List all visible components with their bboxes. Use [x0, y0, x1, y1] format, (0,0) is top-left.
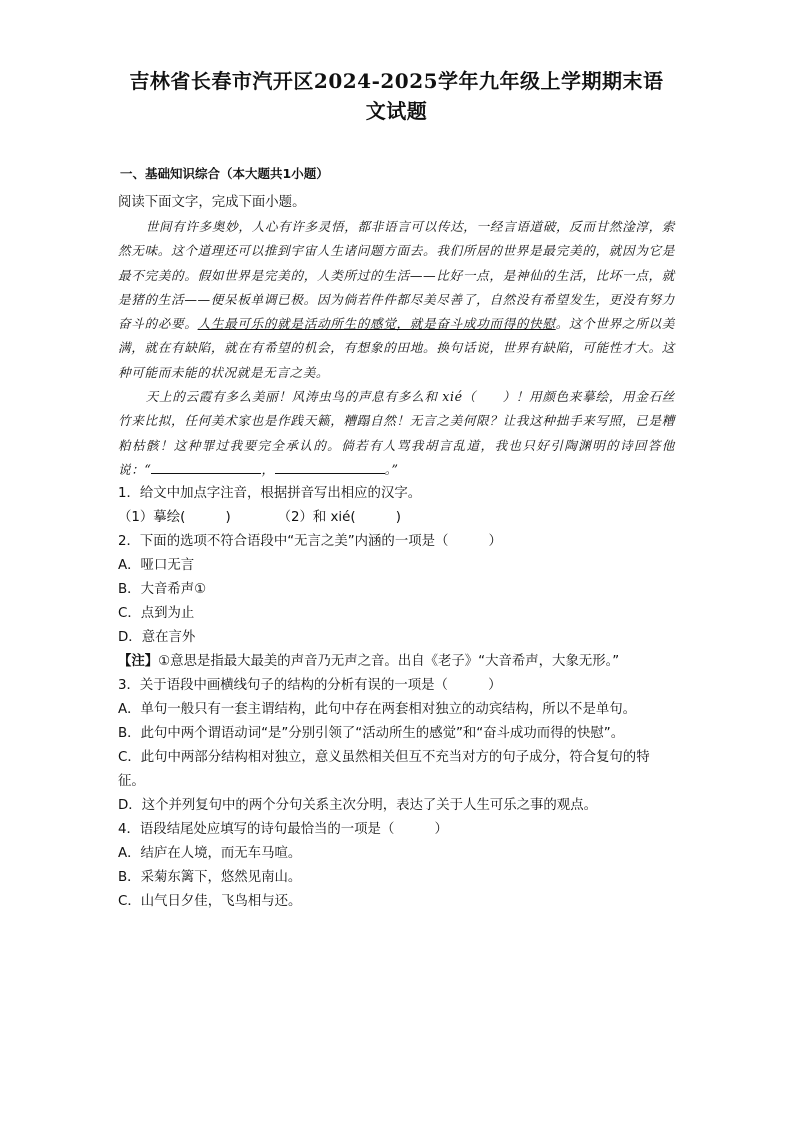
- question-1-parts: （1）摹绘( ) （2）和 xié( ): [118, 510, 402, 526]
- question-2-option-c: C．点到为止: [118, 606, 195, 622]
- question-4-option-a: A．结庐在人境，而无车马喧。: [118, 846, 302, 862]
- footnote-text: ①意思是指最大最美的声音乃无声之音。出自《老子》“大音希声，大象无形。”: [158, 654, 620, 670]
- question-3-option-c: C．此句中两部分结构相对独立，意义虽然相关但互不充当对方的句子成分，符合复句的特征。: [118, 750, 650, 790]
- question-3-option-a: A．单句一般只有一套主谓结构，此句中存在两套相对独立的动宾结构，所以不是单句。: [118, 702, 637, 718]
- fill-blank-2: [275, 459, 385, 474]
- question-4: 4．语段结尾处应填写的诗句最恰当的一项是（ ）: [118, 822, 448, 838]
- question-3-option-d: D．这个并列复句中的两个分句关系主次分明，表达了关于人生可乐之事的观点。: [118, 798, 597, 814]
- passage-paragraph-2: [118, 385, 675, 482]
- passage-p1-text-b: 。这个世界之所以美满，就在有缺陷，就在有希望的机会，有想象的田地。换句话说，世界有缺陷，可能性才大。这种可能而未能的状况就是无言之美。: [118, 316, 676, 380]
- question-4-option-c: C．山气日夕佳，飞鸟相与还。: [118, 894, 302, 910]
- title-line-1: 吉林省长春市汽开区2024-2025学年九年级上学期期末语: [129, 69, 664, 93]
- footnote-label: 【注】: [118, 654, 159, 670]
- question-2: 2．下面的选项不符合语段中“无言之美”内涵的一项是（ ）: [118, 534, 502, 550]
- question-2-option-b: B．大音希声①: [118, 582, 207, 598]
- title-line-2: 文试题: [365, 99, 428, 123]
- question-4-option-b: B．采菊东篱下，悠然见南山。: [118, 870, 302, 886]
- question-block-4: [118, 818, 675, 914]
- page-title: [118, 66, 675, 126]
- question-block-3: [118, 674, 675, 818]
- question-1: 1．给文中加点字注音，根据拼音写出相应的汉字。: [118, 486, 422, 502]
- passage-paragraph-1: [118, 215, 675, 385]
- question-3: 3．关于语段中画横线句子的结构的分析有误的一项是（ ）: [118, 678, 502, 694]
- underlined-sentence: 人生最可乐的就是活动所生的感觉，就是奋斗成功而得的快慰: [197, 316, 556, 332]
- reading-instruction: 阅读下面文字，完成下面小题。: [118, 195, 306, 210]
- passage-p2-end: 。”: [384, 461, 399, 477]
- footnote: [118, 650, 675, 674]
- passage-p2-text-a: 天上的云霞有多么美丽！风涛虫鸟的声息有多么和 xié（ ）！用颜色来摹绘，用金石丝竹来比拟，任何美术家也是作践天籁，糟蹋自然！无言之美何限？让我这种拙手来写照，已是糟粕枯骸！这种罪过我要完全承认的。倘若有人骂我胡言乱道，我也只好引陶渊明的诗回答他说：“: [118, 389, 675, 477]
- question-2-option-d: D．意在言外: [118, 630, 196, 646]
- section-heading: 一、基础知识综合（本大题共1小题）: [120, 166, 329, 181]
- passage-p2-mid: ，: [261, 461, 275, 477]
- passage-p1-text-a: 世间有许多奥妙，人心有许多灵悟，都非语言可以传达，一经言语道破，反而甘然淦淳，索然无味。这个道理还可以推到宇宙人生诸问题方面去。我们所居的世界是最完美的，就因为它是最不完美的。假如世界是完美的，人类所过的生活——比好一点，是神仙的生活，比坏一点，就是猪的生活——便呆板单调已极。因为倘若件件都尽美尽善了，自然没有希望发生，更没有努力奋斗的必要。: [118, 219, 675, 332]
- fill-blank-1: [151, 459, 261, 474]
- question-3-option-b: B．此句中两个谓语动词“是”分别引领了“活动所生的感觉”和“奋斗成功而得的快慰”。: [118, 726, 625, 742]
- question-block-1-2: [118, 482, 675, 650]
- question-2-option-a: A．哑口无言: [118, 558, 195, 574]
